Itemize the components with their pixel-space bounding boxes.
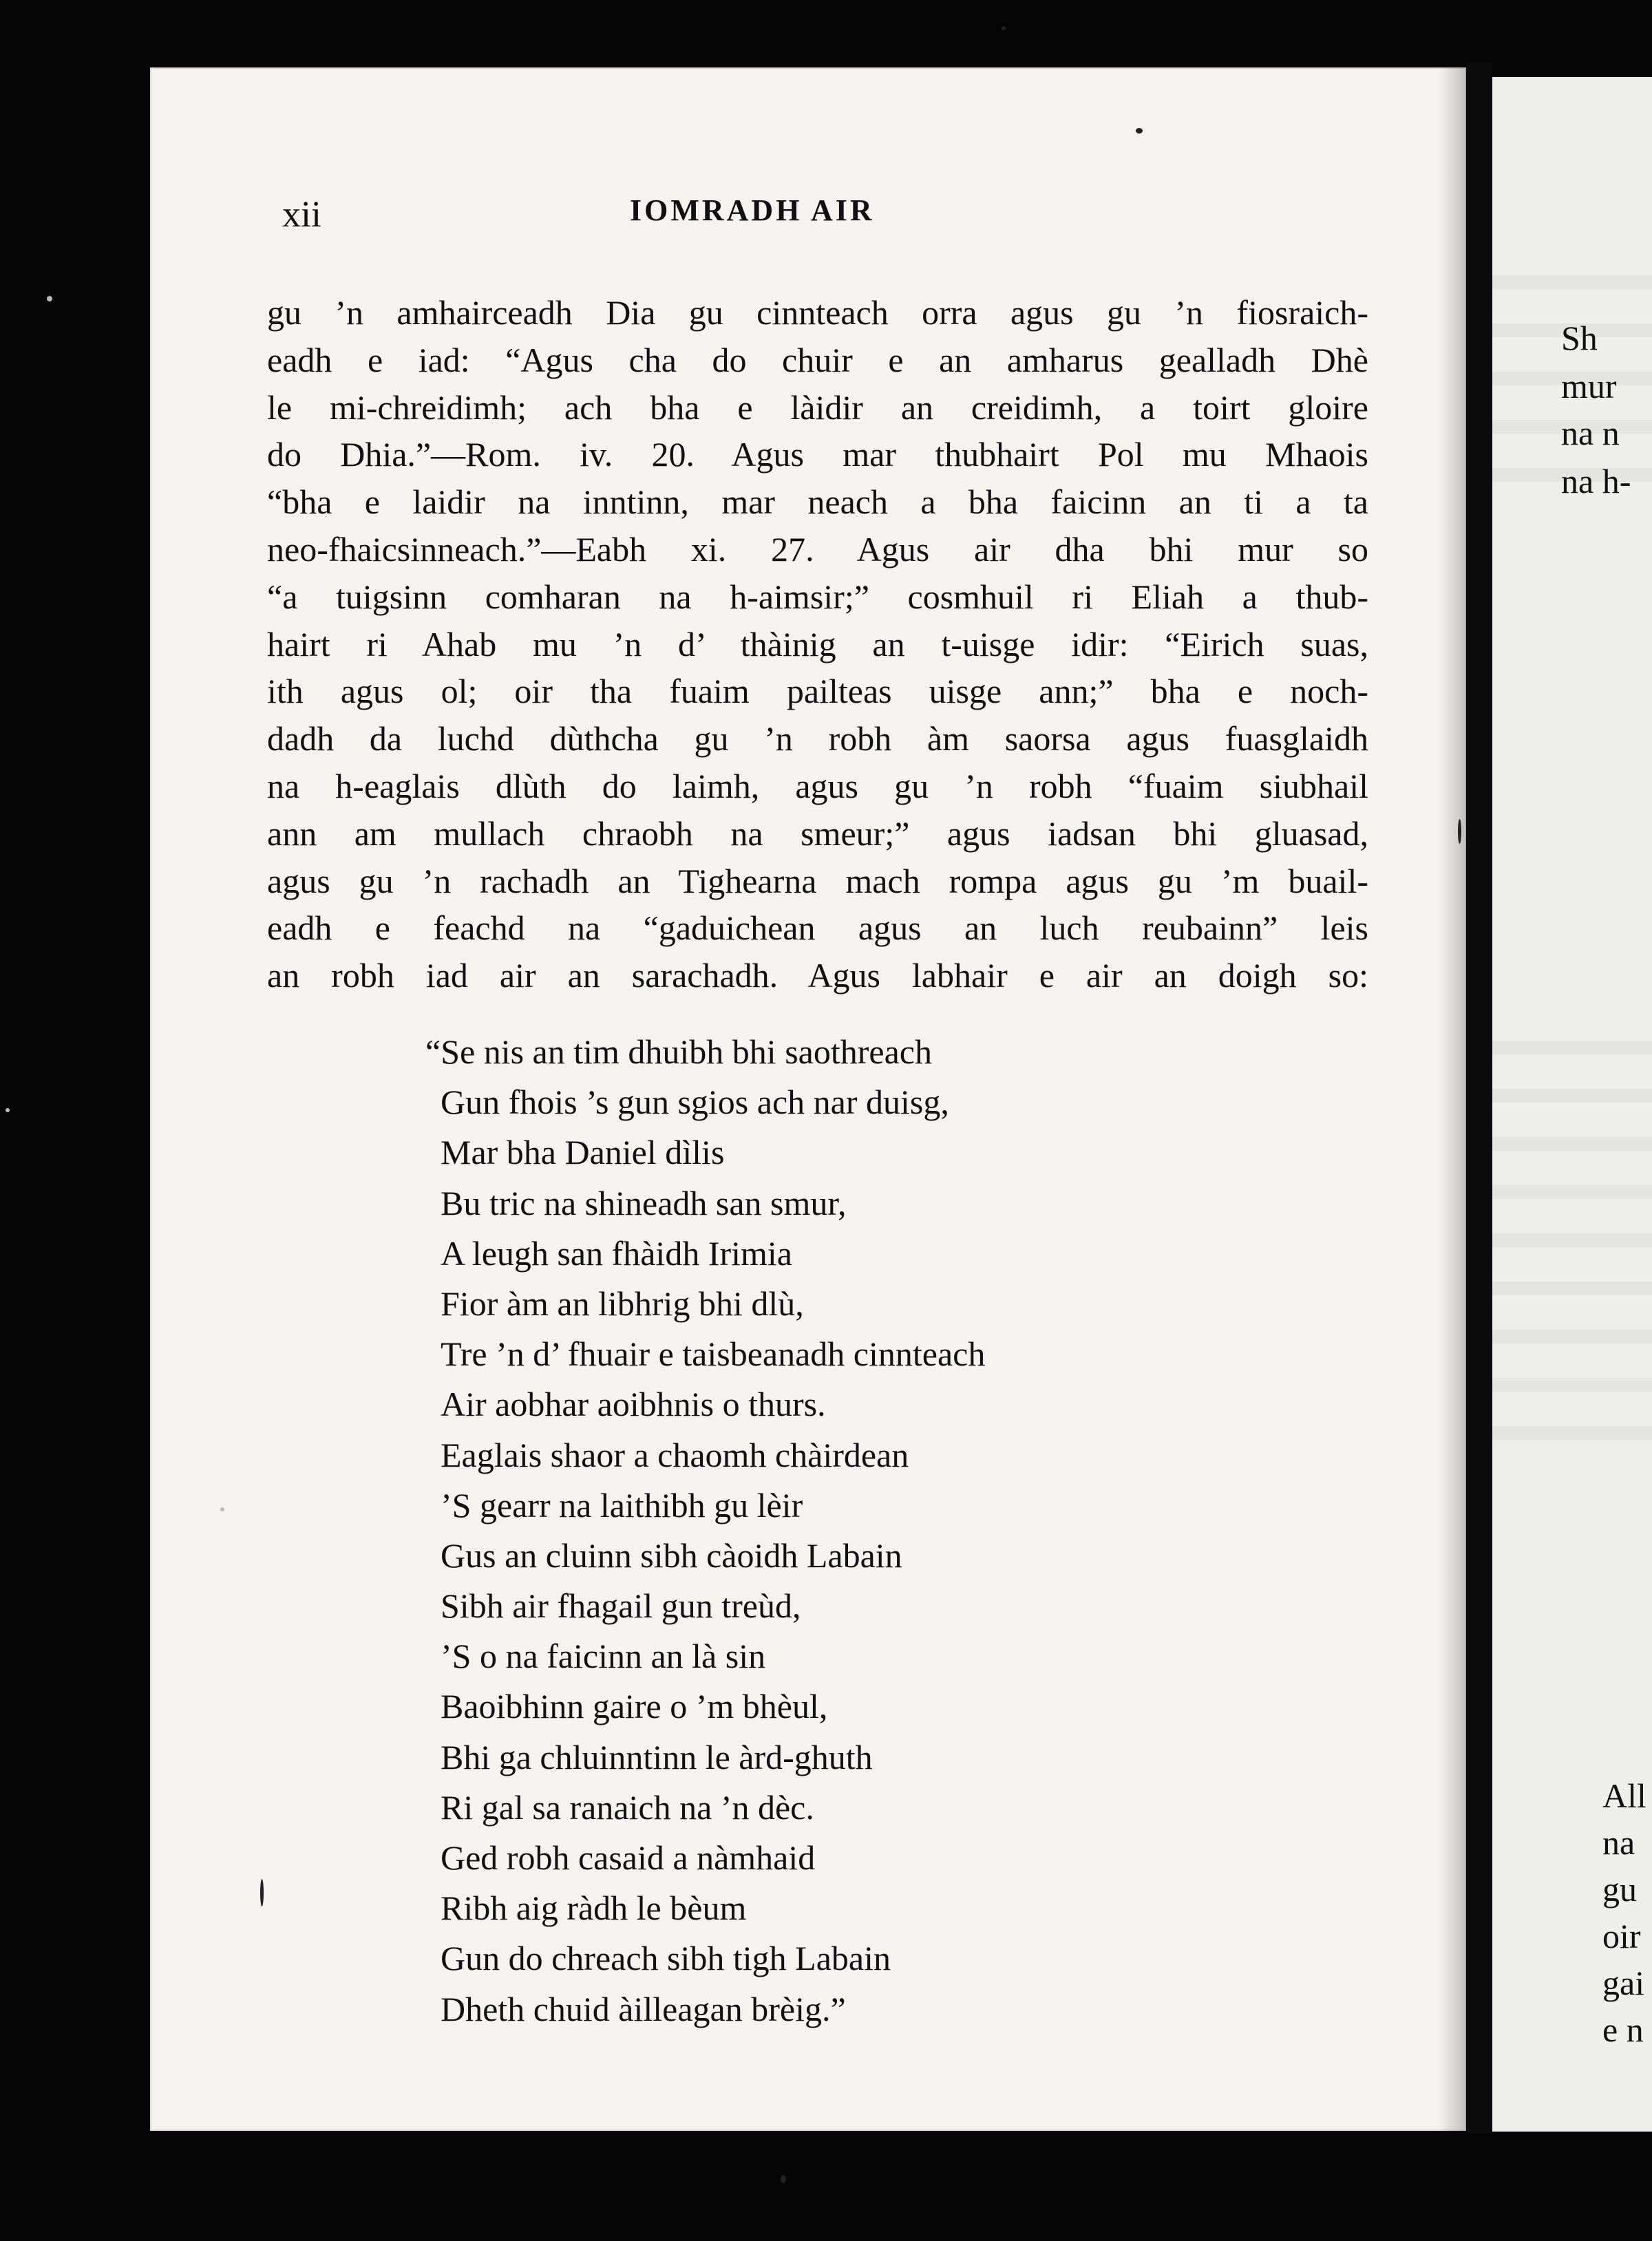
prose-line: do Dhia.”—Rom. iv. 20. Agus mar thubhairt Pol mu Mhaois	[267, 435, 1368, 474]
prose-line: ith agus ol; oir tha fuaim pailteas uisge ann;” bha e noch-	[267, 672, 1368, 711]
prose-block	[267, 289, 1368, 999]
poem-line: Mar bha Daniel dìlis	[441, 1133, 725, 1172]
poem-line: Eaglais shaor a chaomh chàirdean	[441, 1435, 909, 1474]
right-fragment: e n	[1602, 2010, 1644, 2049]
prose-line: neo-fhaicsinneach.”—Eabh xi. 27. Agus air dha bhi mur so	[267, 529, 1368, 569]
scan-speck	[781, 2175, 786, 2183]
poem-line: Baoibhinn gaire o ’m bhèul,	[441, 1687, 828, 1726]
prose-line: ann am mullach chraobh na smeur;” agus iadsan bhi gluasad,	[267, 814, 1368, 853]
prose-line: eadh e feachd na “gaduichean agus an luch reubainn” leis	[267, 909, 1368, 948]
book-gutter	[1466, 62, 1492, 2134]
right-fragment: oir	[1602, 1917, 1641, 1955]
scan-speck	[1136, 128, 1143, 134]
prose-line: na h-eaglais dlùth do laimh, agus gu ’n robh “fuaim siubhail	[267, 766, 1368, 805]
right-fragment: gu	[1602, 1870, 1637, 1909]
poem-line: Bu tric na shineadh san smur,	[441, 1183, 847, 1222]
poem-line: Air aobhar aoibhnis o thurs.	[441, 1385, 826, 1424]
right-fragment: Sh	[1561, 319, 1598, 357]
poem-block	[425, 1027, 1267, 2035]
poem-line: Tre ’n d’ fhuair e taisbeanadh cinnteach	[441, 1335, 986, 1374]
poem-line: Ri gal sa ranaich na ’n dèc.	[441, 1787, 814, 1827]
prose-line: “bha e laidir na inntinn, mar neach a bha faicinn an ti a ta	[267, 482, 1368, 522]
right-fragment: na n	[1561, 414, 1620, 452]
scan-speck	[1458, 819, 1461, 844]
right-fragment: mur	[1561, 367, 1617, 405]
prose-line: le mi-chreidimh; ach bha e làidir an creidimh, a toirt gloire	[267, 387, 1368, 427]
poem-line: Dheth chuid àilleagan brèig.”	[441, 1989, 846, 2028]
scan-speck	[260, 1879, 264, 1907]
page-number: xii	[282, 193, 322, 235]
right-page-text	[1492, 77, 1652, 2132]
poem-line: Sibh air fhagail gun treùd,	[441, 1586, 801, 1626]
poem-line: Gun fhois ’s gun sgios ach nar duisg,	[441, 1083, 949, 1122]
right-fragment: All	[1602, 1776, 1646, 1815]
scan-speck	[220, 1507, 224, 1511]
page-header	[282, 193, 1384, 248]
prose-line: agus gu ’n rachadh an Tighearna mach rompa agus gu ’m buail-	[267, 861, 1368, 900]
prose-line: dadh da luchd dùthcha gu ’n robh àm saorsa agus fuasglaidh	[267, 719, 1368, 758]
right-fragment: na h-	[1561, 462, 1631, 500]
running-head: IOMRADH AIR	[630, 193, 875, 227]
right-fragment: na	[1602, 1823, 1635, 1862]
poem-line: ’S gearr na laithibh gu lèir	[441, 1485, 803, 1525]
poem-line: ’S o na faicinn an là sin	[441, 1637, 766, 1676]
poem-line: Gus an cluinn sibh càoidh Labain	[441, 1536, 902, 1575]
scan-speck	[1002, 26, 1006, 30]
scan-speck	[47, 296, 52, 301]
poem-line: “Se nis an tim dhuibh bhi saothreach	[425, 1032, 932, 1071]
scan-speck	[6, 1108, 10, 1112]
poem-line: Ribh aig ràdh le bèum	[441, 1889, 747, 1928]
prose-line: an robh iad air an sarachadh. Agus labhair e air an doigh so:	[267, 956, 1368, 995]
poem-line: Bhi ga chluinntinn le àrd-ghuth	[441, 1737, 873, 1776]
prose-line: gu ’n amhairceadh Dia gu cinnteach orra agus gu ’n fiosraich-	[267, 293, 1368, 332]
poem-line: Gun do chreach sibh tigh Labain	[441, 1939, 891, 1978]
prose-line: “a tuigsinn comharan na h-aimsir;” cosmhuil ri Eliah a thub-	[267, 577, 1368, 616]
prose-line: eadh e iad: “Agus cha do chuir e an amharus gealladh Dhè	[267, 340, 1368, 379]
poem-line: Ged robh casaid a nàmhaid	[441, 1838, 816, 1877]
right-page-partial	[1492, 77, 1652, 2132]
prose-line: hairt ri Ahab mu ’n d’ thàinig an t-uisge idir: “Eirich suas,	[267, 624, 1368, 663]
right-fragment: gai	[1602, 1964, 1645, 2002]
poem-line: A leugh san fhàidh Irimia	[441, 1233, 792, 1273]
poem-line: Fior àm an libhrig bhi dlù,	[441, 1284, 804, 1323]
